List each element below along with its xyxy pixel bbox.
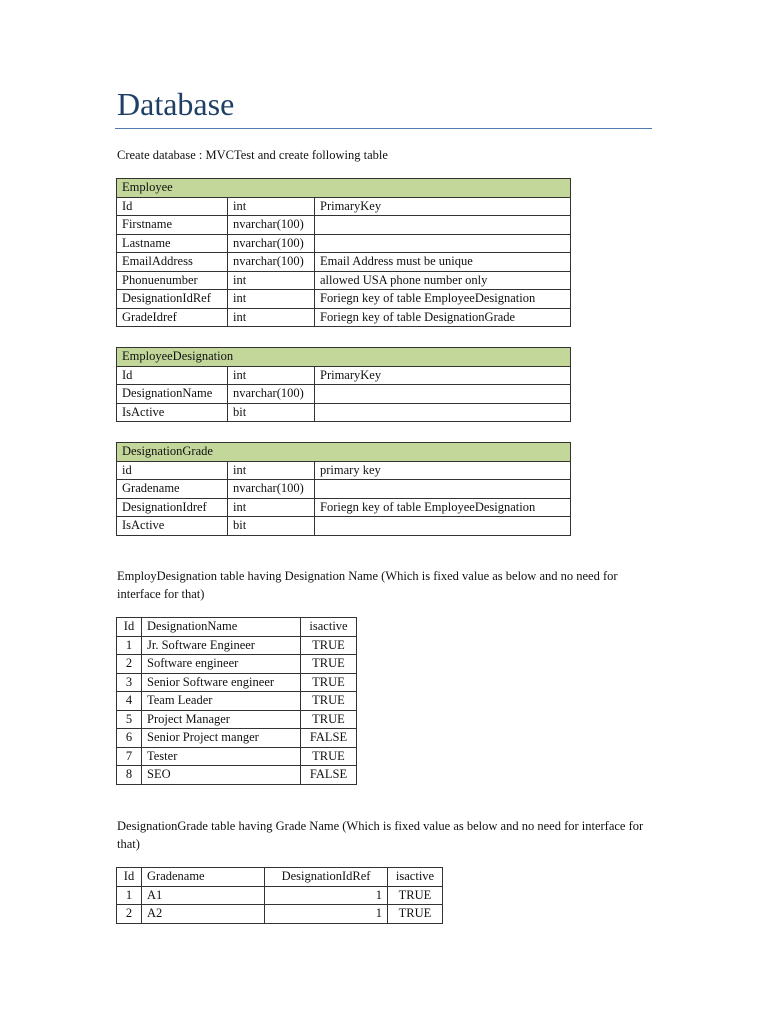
table-row	[117, 234, 571, 253]
cell-name: Software engineer	[142, 655, 301, 674]
header-id: Id	[117, 868, 142, 887]
cell-isactive: TRUE	[301, 692, 357, 711]
cell-name: SEO	[142, 766, 301, 785]
column-type: nvarchar(100)	[228, 234, 315, 253]
cell-name: Senior Project manger	[142, 729, 301, 748]
cell-isactive: TRUE	[388, 905, 443, 924]
cell-id: 3	[117, 673, 142, 692]
table-row	[117, 290, 571, 309]
header-designation-id-ref: DesignationIdRef	[265, 868, 388, 887]
cell-id: 6	[117, 729, 142, 748]
table-row	[117, 692, 357, 711]
cell-isactive: FALSE	[301, 729, 357, 748]
cell-isactive: TRUE	[301, 710, 357, 729]
cell-gradename: A1	[142, 886, 265, 905]
cell-id: 1	[117, 636, 142, 655]
column-note	[315, 234, 571, 253]
cell-id: 7	[117, 747, 142, 766]
table-row	[117, 905, 443, 924]
table-title: EmployeeDesignation	[117, 348, 571, 367]
column-name: DesignationName	[117, 385, 228, 404]
column-type: int	[228, 366, 315, 385]
employee-designation-table	[116, 347, 571, 422]
column-note: PrimaryKey	[315, 366, 571, 385]
column-type: nvarchar(100)	[228, 385, 315, 404]
column-type: bit	[228, 517, 315, 536]
cell-isactive: FALSE	[301, 766, 357, 785]
table-row	[117, 197, 571, 216]
cell-id: 2	[117, 905, 142, 924]
table-row	[117, 729, 357, 748]
column-note: primary key	[315, 461, 571, 480]
column-name: DesignationIdref	[117, 498, 228, 517]
table-row	[117, 366, 571, 385]
grade-values-table	[116, 867, 443, 924]
column-name: IsActive	[117, 403, 228, 422]
column-type: int	[228, 290, 315, 309]
table-row	[117, 461, 571, 480]
column-name: Gradename	[117, 480, 228, 499]
column-note	[315, 385, 571, 404]
cell-id: 2	[117, 655, 142, 674]
page-title: Database	[117, 86, 235, 122]
column-type: int	[228, 308, 315, 327]
table-row	[117, 498, 571, 517]
cell-isactive: TRUE	[301, 636, 357, 655]
column-name: Lastname	[117, 234, 228, 253]
cell-isactive: TRUE	[388, 886, 443, 905]
column-note: PrimaryKey	[315, 197, 571, 216]
table-row	[117, 636, 357, 655]
table-row	[117, 403, 571, 422]
column-type: bit	[228, 403, 315, 422]
column-name: Phonuenumber	[117, 271, 228, 290]
table-row	[117, 766, 357, 785]
column-type: int	[228, 271, 315, 290]
cell-isactive: TRUE	[301, 673, 357, 692]
table-header-row	[117, 618, 357, 637]
cell-designation-id-ref: 1	[265, 905, 388, 924]
table-row	[117, 886, 443, 905]
cell-name: Team Leader	[142, 692, 301, 711]
employee-table	[116, 178, 571, 327]
designation-grade-table	[116, 442, 571, 536]
column-note	[315, 216, 571, 235]
column-name: id	[117, 461, 228, 480]
column-note	[315, 480, 571, 499]
header-isactive: isactive	[301, 618, 357, 637]
cell-name: Jr. Software Engineer	[142, 636, 301, 655]
column-name: GradeIdref	[117, 308, 228, 327]
cell-id: 4	[117, 692, 142, 711]
cell-id: 8	[117, 766, 142, 785]
column-name: Firstname	[117, 216, 228, 235]
table-title: Employee	[117, 179, 571, 198]
designation-values-table	[116, 617, 357, 785]
column-name: Id	[117, 366, 228, 385]
column-note: Foriegn key of table EmployeeDesignation	[315, 498, 571, 517]
cell-id: 1	[117, 886, 142, 905]
header-designation-name: DesignationName	[142, 618, 301, 637]
column-note: Foriegn key of table EmployeeDesignation	[315, 290, 571, 309]
column-note: Foriegn key of table DesignationGrade	[315, 308, 571, 327]
title-underline	[115, 128, 652, 129]
table-row	[117, 216, 571, 235]
table-row	[117, 253, 571, 272]
cell-id: 5	[117, 710, 142, 729]
grade-description: DesignationGrade table having Grade Name (Which is fixed value as below and no need for interface for that)	[117, 819, 644, 851]
column-type: int	[228, 461, 315, 480]
column-type: int	[228, 197, 315, 216]
designation-description: EmployDesignation table having Designation Name (Which is fixed value as below and no need for interface for that)	[117, 569, 618, 601]
cell-name: Tester	[142, 747, 301, 766]
table-row	[117, 517, 571, 536]
table-row	[117, 271, 571, 290]
column-note: allowed USA phone number only	[315, 271, 571, 290]
column-name: DesignationIdRef	[117, 290, 228, 309]
column-note	[315, 403, 571, 422]
cell-designation-id-ref: 1	[265, 886, 388, 905]
intro-text: Create database : MVCTest and create following table	[117, 148, 388, 162]
table-header-row	[117, 868, 443, 887]
column-type: nvarchar(100)	[228, 216, 315, 235]
column-type: nvarchar(100)	[228, 253, 315, 272]
column-name: IsActive	[117, 517, 228, 536]
table-row	[117, 385, 571, 404]
table-row	[117, 673, 357, 692]
header-id: Id	[117, 618, 142, 637]
column-type: int	[228, 498, 315, 517]
header-gradename: Gradename	[142, 868, 265, 887]
column-name: Id	[117, 197, 228, 216]
column-note	[315, 517, 571, 536]
cell-isactive: TRUE	[301, 655, 357, 674]
table-title: DesignationGrade	[117, 443, 571, 462]
cell-isactive: TRUE	[301, 747, 357, 766]
table-row	[117, 655, 357, 674]
cell-name: Project Manager	[142, 710, 301, 729]
cell-name: Senior Software engineer	[142, 673, 301, 692]
column-name: EmailAddress	[117, 253, 228, 272]
table-row	[117, 747, 357, 766]
header-isactive: isactive	[388, 868, 443, 887]
table-row	[117, 480, 571, 499]
cell-gradename: A2	[142, 905, 265, 924]
table-row	[117, 308, 571, 327]
table-row	[117, 710, 357, 729]
column-type: nvarchar(100)	[228, 480, 315, 499]
column-note: Email Address must be unique	[315, 253, 571, 272]
